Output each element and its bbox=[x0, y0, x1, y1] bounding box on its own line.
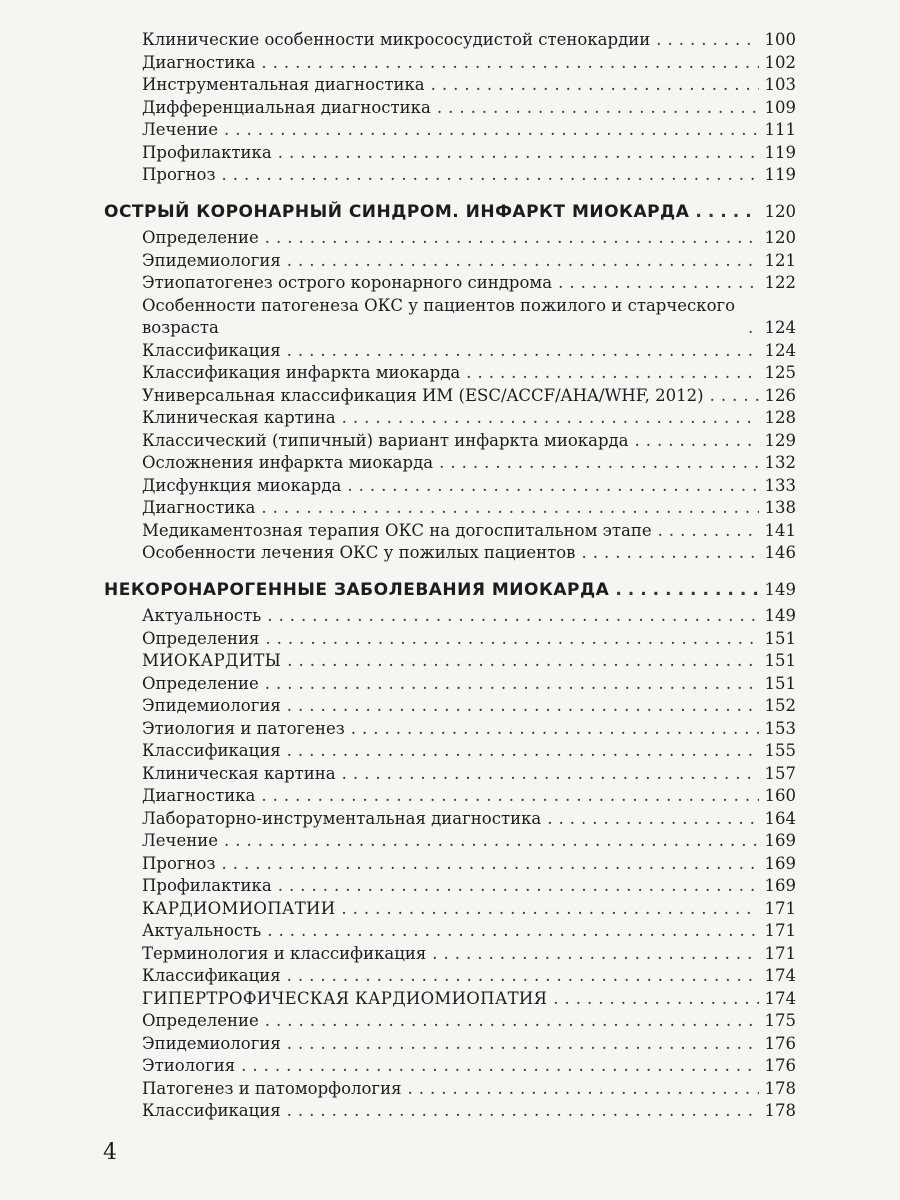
dot-leader bbox=[615, 579, 758, 602]
toc-entry-title: ОСТРЫЙ КОРОНАРНЫЙ СИНДРОМ. ИНФАРКТ МИОКАРДА bbox=[104, 201, 690, 222]
dot-leader bbox=[656, 29, 758, 52]
toc-entry-title: НЕКОРОНАРОГЕННЫЕ ЗАБОЛЕВАНИЯ МИОКАРДА bbox=[104, 579, 610, 600]
toc-entry bbox=[100, 695, 798, 718]
dot-leader bbox=[431, 74, 759, 97]
dot-leader bbox=[287, 650, 758, 673]
dot-leader bbox=[221, 164, 758, 187]
toc-entry-title: Лабораторно-инструментальная диагностика bbox=[142, 808, 542, 828]
toc-entry bbox=[100, 1100, 798, 1123]
dot-leader bbox=[261, 785, 758, 808]
toc-entry-title: Клинические особенности микрососудистой стенокардии bbox=[142, 30, 651, 49]
toc-entry-page: 149 bbox=[764, 606, 796, 625]
dot-leader bbox=[287, 250, 759, 273]
toc-entry bbox=[100, 943, 798, 966]
toc-entry-page: 174 bbox=[764, 988, 796, 1008]
toc-entry bbox=[100, 650, 798, 673]
dot-leader bbox=[265, 673, 759, 696]
toc-entry-page: 100 bbox=[764, 30, 796, 49]
toc-entry-page: 121 bbox=[764, 250, 796, 270]
toc-entry bbox=[100, 362, 798, 385]
toc-entry-title: Диагностика bbox=[142, 52, 256, 72]
toc-entry bbox=[100, 988, 798, 1011]
dot-leader bbox=[635, 430, 759, 453]
toc-entry bbox=[100, 740, 798, 763]
dot-leader bbox=[351, 718, 759, 741]
toc-entry-title: Классификация bbox=[142, 966, 281, 985]
toc-entry bbox=[100, 52, 798, 75]
dot-leader bbox=[287, 965, 759, 988]
toc-entry bbox=[100, 497, 798, 520]
toc-entry-title: Терминология и классификация bbox=[142, 943, 427, 963]
dot-leader bbox=[224, 119, 759, 142]
toc-entry-page: 126 bbox=[764, 385, 796, 405]
toc-entry-title: Определения bbox=[142, 628, 260, 648]
toc-entry-title: Прогноз bbox=[142, 853, 216, 873]
toc-entry-page: 171 bbox=[764, 943, 796, 963]
toc-entry-page: 171 bbox=[764, 921, 796, 940]
toc-entry bbox=[100, 407, 798, 430]
toc-entry-page: 124 bbox=[764, 318, 796, 337]
toc-entry-page: 138 bbox=[764, 498, 796, 517]
dot-leader bbox=[553, 988, 758, 1011]
toc-entry-page: 122 bbox=[764, 273, 796, 292]
toc-entry-page: 133 bbox=[764, 475, 796, 495]
toc-entry bbox=[100, 74, 798, 97]
toc-entry-title: Классический (типичный) вариант инфаркта миокарда bbox=[142, 430, 629, 450]
toc-entry-page: 119 bbox=[764, 165, 796, 184]
toc-entry-page: 175 bbox=[764, 1011, 796, 1030]
toc-entry-title: МИОКАРДИТЫ bbox=[142, 651, 282, 670]
toc-entry-page: 149 bbox=[764, 579, 796, 599]
toc-entry-page: 120 bbox=[764, 228, 796, 247]
toc-entry-page: 178 bbox=[764, 1101, 796, 1120]
toc-entry-title: Медикаментозная терапия ОКС на догоспитальном этапе bbox=[142, 520, 652, 540]
toc-entry-title: КАРДИОМИОПАТИИ bbox=[142, 898, 336, 918]
toc-entry bbox=[100, 875, 798, 898]
toc-entry bbox=[100, 628, 798, 651]
toc-entry-title: Клиническая картина bbox=[142, 763, 336, 783]
dot-leader bbox=[342, 763, 759, 786]
toc-entry-title: Актуальность bbox=[142, 921, 262, 940]
dot-leader bbox=[261, 497, 758, 520]
toc-entry-title: Особенности лечения ОКС у пожилых пациентов bbox=[142, 543, 576, 562]
dot-leader bbox=[342, 407, 759, 430]
dot-leader bbox=[437, 97, 759, 120]
toc-entry-page: 146 bbox=[764, 543, 796, 562]
toc-entry-title: Лечение bbox=[142, 831, 218, 850]
toc-entry bbox=[100, 142, 798, 165]
dot-leader bbox=[748, 317, 759, 340]
dot-leader bbox=[439, 452, 758, 475]
toc-entry-page: 155 bbox=[764, 741, 796, 760]
dot-leader bbox=[265, 1010, 759, 1033]
toc-entry-page: 164 bbox=[764, 808, 796, 828]
toc-entry-title: Определение bbox=[142, 1011, 259, 1030]
toc-entry-title: Классификация bbox=[142, 741, 281, 760]
toc-entry-page: 103 bbox=[764, 75, 796, 94]
toc-entry-title: Универсальная классификация ИМ (ESC/ACCF/AHA/WHF, 2012) bbox=[142, 385, 704, 405]
toc-entry-title: Патогенез и патоморфология bbox=[142, 1078, 402, 1098]
toc-entry-title: Дисфункция миокарда bbox=[142, 475, 342, 495]
dot-leader bbox=[558, 272, 758, 295]
dot-leader bbox=[278, 875, 759, 898]
toc-entry-page: 174 bbox=[764, 966, 796, 985]
toc-entry bbox=[100, 785, 798, 808]
toc-entry bbox=[100, 1055, 798, 1078]
toc-entry-page: 119 bbox=[764, 142, 796, 162]
toc-entry bbox=[100, 1078, 798, 1101]
toc-entry bbox=[100, 340, 798, 363]
page-number: 4 bbox=[103, 1140, 117, 1165]
toc-entry-page: 109 bbox=[764, 97, 796, 117]
toc-entry-title: Инструментальная диагностика bbox=[142, 75, 425, 94]
toc-entry-title: Определение bbox=[142, 228, 259, 247]
toc-entry-page: 169 bbox=[764, 831, 796, 850]
dot-leader bbox=[710, 385, 759, 408]
toc-entry bbox=[100, 763, 798, 786]
toc-entry-title: Особенности патогенеза ОКС у пациентов пожилого и старческого возраста bbox=[142, 295, 736, 337]
toc-entry-title: Диагностика bbox=[142, 498, 256, 517]
table-of-contents bbox=[100, 29, 798, 1123]
dot-leader bbox=[347, 475, 758, 498]
dot-leader bbox=[241, 1055, 758, 1078]
dot-leader bbox=[267, 605, 758, 628]
dot-leader bbox=[581, 542, 758, 565]
toc-entry-page: 124 bbox=[764, 340, 796, 360]
dot-leader bbox=[408, 1078, 759, 1101]
toc-entry bbox=[100, 385, 798, 408]
dot-leader bbox=[287, 1100, 759, 1123]
toc-entry bbox=[100, 272, 798, 295]
toc-entry-page: 111 bbox=[764, 120, 796, 139]
toc-entry-title: Этиопатогенез острого коронарного синдрома bbox=[142, 273, 553, 292]
toc-entry bbox=[100, 250, 798, 273]
toc-entry-page: 160 bbox=[764, 786, 796, 805]
toc-entry-title: Этиология bbox=[142, 1056, 236, 1075]
toc-entry bbox=[100, 920, 798, 943]
toc-entry-title: Эпидемиология bbox=[142, 696, 281, 715]
toc-entry bbox=[100, 520, 798, 543]
dot-leader bbox=[287, 1033, 759, 1056]
toc-entry-title: ГИПЕРТРОФИЧЕСКАЯ КАРДИОМИОПАТИЯ bbox=[142, 988, 548, 1008]
toc-entry-title: Клиническая картина bbox=[142, 408, 336, 427]
toc-entry-page: 120 bbox=[764, 201, 796, 221]
toc-entry-page: 171 bbox=[764, 898, 796, 918]
dot-leader bbox=[278, 142, 759, 165]
toc-entry-title: Дифференциальная диагностика bbox=[142, 97, 431, 117]
dot-leader bbox=[341, 898, 758, 921]
toc-entry-page: 178 bbox=[764, 1078, 796, 1098]
toc-entry-title: Профилактика bbox=[142, 876, 272, 895]
toc-section-heading bbox=[100, 201, 798, 224]
toc-entry-page: 176 bbox=[764, 1033, 796, 1053]
toc-entry-page: 102 bbox=[764, 52, 796, 72]
toc-entry-page: 129 bbox=[764, 430, 796, 450]
dot-leader bbox=[265, 628, 758, 651]
dot-leader bbox=[224, 830, 759, 853]
toc-entry bbox=[100, 718, 798, 741]
toc-entry-page: 151 bbox=[764, 628, 796, 648]
toc-entry bbox=[100, 1010, 798, 1033]
toc-entry-title: Актуальность bbox=[142, 606, 262, 625]
dot-leader bbox=[466, 362, 758, 385]
toc-entry bbox=[100, 475, 798, 498]
toc-entry-title: Эпидемиология bbox=[142, 1033, 281, 1053]
toc-entry bbox=[100, 898, 798, 921]
toc-entry-page: 151 bbox=[764, 673, 796, 693]
toc-entry-page: 169 bbox=[764, 876, 796, 895]
dot-leader bbox=[287, 695, 759, 718]
toc-section-heading bbox=[100, 579, 798, 602]
toc-entry-title: Прогноз bbox=[142, 165, 216, 184]
toc-entry bbox=[100, 97, 798, 120]
toc-entry-page: 169 bbox=[764, 853, 796, 873]
toc-entry-title: Профилактика bbox=[142, 142, 272, 162]
dot-leader bbox=[267, 920, 758, 943]
toc-entry bbox=[100, 295, 798, 340]
toc-entry-page: 128 bbox=[764, 408, 796, 427]
dot-leader bbox=[287, 340, 759, 363]
toc-entry bbox=[100, 808, 798, 831]
toc-entry bbox=[100, 673, 798, 696]
toc-entry-title: Классификация bbox=[142, 340, 281, 360]
toc-entry bbox=[100, 605, 798, 628]
toc-entry bbox=[100, 830, 798, 853]
toc-entry bbox=[100, 164, 798, 187]
dot-leader bbox=[221, 853, 758, 876]
toc-entry-title: Этиология и патогенез bbox=[142, 718, 345, 738]
dot-leader bbox=[287, 740, 759, 763]
toc-entry-page: 176 bbox=[764, 1056, 796, 1075]
toc-entry-page: 152 bbox=[764, 696, 796, 715]
toc-entry-title: Диагностика bbox=[142, 786, 256, 805]
toc-entry bbox=[100, 452, 798, 475]
toc-entry bbox=[100, 119, 798, 142]
toc-entry-title: Определение bbox=[142, 673, 259, 693]
dot-leader bbox=[432, 943, 758, 966]
toc-entry-title: Классификация инфаркта миокарда bbox=[142, 363, 461, 382]
dot-leader bbox=[265, 227, 759, 250]
toc-entry bbox=[100, 853, 798, 876]
toc-entry bbox=[100, 965, 798, 988]
dot-leader bbox=[261, 52, 758, 75]
toc-entry bbox=[100, 1033, 798, 1056]
toc-entry bbox=[100, 227, 798, 250]
toc-entry-page: 153 bbox=[764, 718, 796, 738]
toc-entry bbox=[100, 430, 798, 453]
toc-entry-title: Лечение bbox=[142, 120, 218, 139]
toc-entry-page: 151 bbox=[764, 651, 796, 670]
toc-entry-page: 141 bbox=[764, 520, 796, 540]
toc-entry-title: Классификация bbox=[142, 1101, 281, 1120]
toc-entry-page: 157 bbox=[764, 763, 796, 783]
dot-leader bbox=[658, 520, 759, 543]
toc-entry bbox=[100, 29, 798, 52]
toc-entry-title: Эпидемиология bbox=[142, 250, 281, 270]
dot-leader bbox=[695, 201, 758, 224]
dot-leader bbox=[547, 808, 758, 831]
toc-entry bbox=[100, 542, 798, 565]
toc-entry-title: Осложнения инфаркта миокарда bbox=[142, 453, 434, 472]
toc-entry-page: 132 bbox=[764, 453, 796, 472]
toc-entry-page: 125 bbox=[764, 363, 796, 382]
